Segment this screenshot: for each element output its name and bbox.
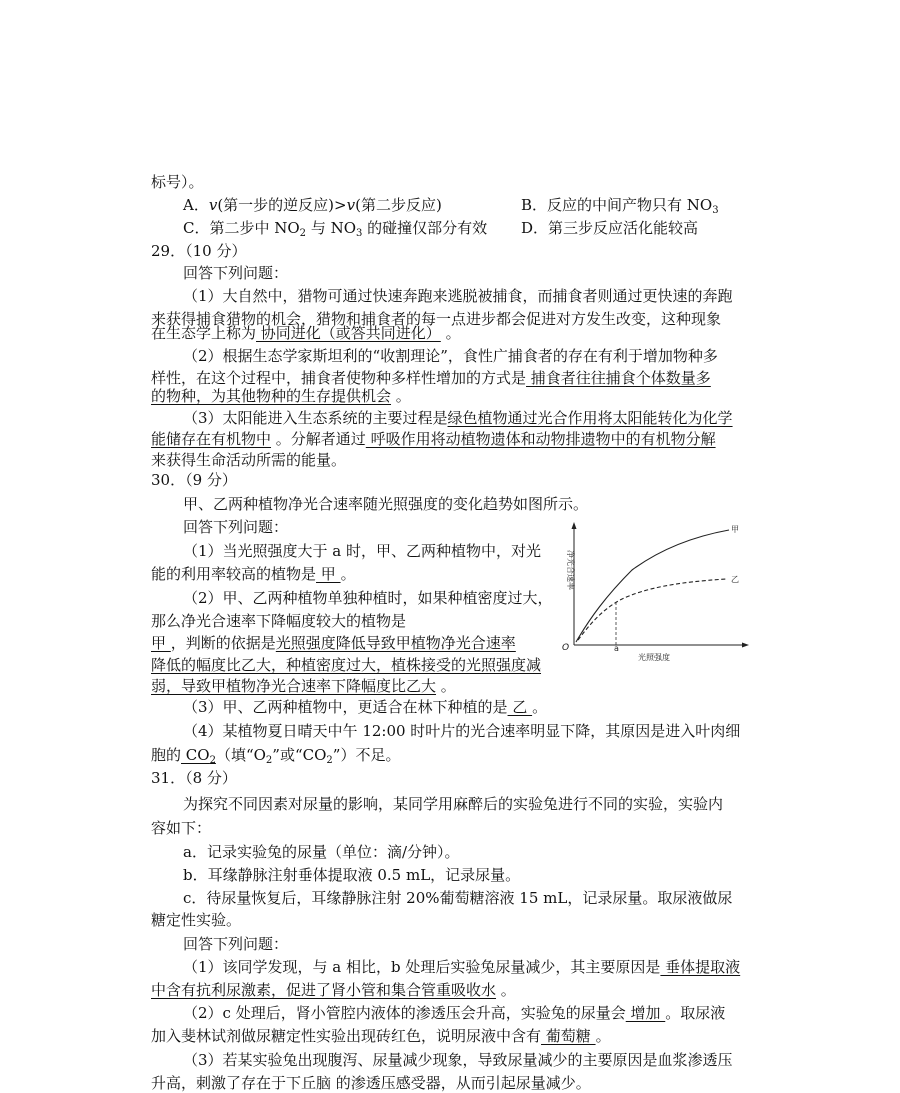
- answer-blank: 甲: [151, 634, 171, 652]
- answer-line: 在生态学上称为 协同进化（或答共同进化） 。: [151, 324, 461, 342]
- answer-line: 的物种，为其他物种的生存提供机会 。: [151, 387, 411, 405]
- text-line: 来获得捕食猎物的机会，猎物和捕食者的每一点进步都会促进对方发生改变，这种现象: [151, 310, 722, 328]
- option-d: D．第三步反应活化能较高: [521, 219, 699, 237]
- answer-blank: 绿色植物通过光合作用将太阳能转化为化学: [447, 409, 733, 427]
- text-line: 那么净光合速率下降幅度较大的植物是: [151, 612, 407, 630]
- answer-blank: $CO_2$: [181, 746, 216, 766]
- option-b: B．反应的中间产物只有 $NO_3$: [521, 196, 719, 216]
- answer-blank: 乙: [507, 698, 533, 716]
- origin-label: O: [562, 643, 570, 653]
- answer-blank: 协同进化（或答共同进化）: [256, 324, 441, 342]
- answer-line: [151, 655, 541, 675]
- text-line: （3）若某实验兔出现腹泻、尿量减少现象，导致尿量减少的主要原因是血浆渗透压: [183, 1051, 733, 1069]
- option-c: C．第二步中 $NO_2$ 与 $NO_3$ 的碰撞仅部分有效: [183, 219, 488, 239]
- text-line: （1）大自然中，猎物可通过快速奔跑来逃脱被捕食，而捕食者则通过更快速的奔跑: [183, 287, 733, 305]
- answer-line: 弱，导致甲植物净光合速率下降幅度比乙大 。: [151, 677, 456, 695]
- question-31-header: 31．（8 分）: [151, 769, 237, 787]
- text-line: （2）根据生态学家斯坦利的“收割理论”，食性广捕食者的存在有利于增加物种多: [183, 347, 718, 365]
- curve-yi-label: 乙: [731, 575, 739, 584]
- text-line: a．记录实验兔的尿量（单位：滴/分钟）。: [183, 843, 460, 861]
- question-30-header: 30．（9 分）: [151, 471, 237, 489]
- answer-line: （3）太阳能进入生态系统的主要过程是绿色植物通过光合作用将太阳能转化为化学: [183, 409, 733, 427]
- answer-blank: 捕食者往往捕食个体数量多: [526, 369, 711, 387]
- text-line: 为探究不同因素对尿量的影响，某同学用麻醉后的实验兔进行不同的实验，实验内: [183, 795, 724, 813]
- text-line: c．待尿量恢复后，耳缘静脉注射 20%葡萄糖溶液 15 mL，记录尿量。取尿液做尿: [183, 889, 733, 907]
- text-line: b．耳缘静脉注射垂体提取液 0.5 mL，记录尿量。: [183, 866, 521, 884]
- answer-line: （2）c 处理后，肾小管腔内液体的渗透压会升高，实验兔的尿量会 增加 。取尿液: [183, 1004, 726, 1022]
- text-line: 甲、乙两种植物净光合速率随光照强度的变化趋势如图所示。: [183, 495, 589, 513]
- answer-blank: 弱，导致甲植物净光合速率下降幅度比乙大: [151, 677, 437, 695]
- text-line: 回答下列问题：: [183, 264, 289, 282]
- answer-blank: 呼吸作用将动植物遗体和动物排遗物中的有机物分解: [365, 430, 716, 448]
- answer-blank: 垂体提取液: [660, 958, 741, 976]
- x-axis-label: 光照强度: [638, 653, 670, 662]
- photosynthesis-figure: [554, 520, 754, 668]
- answer-blank: 增加: [625, 1004, 666, 1022]
- text-line: 容如下：: [151, 819, 212, 837]
- answer-blank: 降低的幅度比乙大，种植密度过大，植株接受的光照强度减: [151, 656, 542, 674]
- answer-blank: 中含有抗利尿激素，促进了肾小管和集合管重吸收水: [151, 981, 497, 999]
- answer-line: （3）甲、乙两种植物中，更适合在林下种植的是 乙 。: [183, 698, 548, 716]
- text-line: 回答下列问题：: [183, 518, 289, 536]
- text-line-cut: 升高，刺激了存在于下丘脑 的渗透压感受器，从而引起尿量减少。: [151, 1074, 591, 1092]
- answer-blank: 光照强度降低导致甲植物净光合速率: [275, 634, 516, 652]
- text-line: 标号）。: [151, 173, 204, 191]
- option-a: A．v(第一步的逆反应)>v(第二步反应): [183, 196, 442, 214]
- y-axis-arrow: [572, 522, 577, 529]
- answer-line: 胞的 $CO_2$（填“$O_2$”或“$CO_2$”）不足。: [151, 746, 401, 766]
- text-line: 回答下列问题：: [183, 935, 289, 953]
- y-axis-label: 净光合速率: [566, 550, 575, 590]
- answer-line: （1）该同学发现，与 a 相比，b 处理后实验兔尿量减少，其主要原因是 垂体提取液: [183, 958, 741, 976]
- curve-jia-label: 甲: [731, 525, 739, 534]
- x-axis-arrow: [742, 643, 749, 648]
- answer-blank: 葡萄糖: [541, 1027, 596, 1045]
- text-line: （2）甲、乙两种植物单独种植时，如果种植密度过大，: [183, 589, 553, 607]
- question-29-header: 29．（10 分）: [151, 242, 247, 260]
- text-line: （1）当光照强度大于 a 时，甲、乙两种植物中，对光: [183, 542, 542, 560]
- a-tick-label: a: [614, 644, 619, 653]
- text-line: （4）某植物夏日晴天中午 12:00 时叶片的光合速率明显下降，其原因是进入叶肉细: [183, 722, 741, 740]
- answer-line: 样性，在这个过程中，捕食者使物种多样性增加的方式是 捕食者往往捕食个体数量多: [151, 369, 711, 387]
- answer-line: 能的利用率较高的植物是 甲 。: [151, 565, 356, 583]
- answer-blank: 的物种，为其他物种的生存提供机会: [151, 387, 392, 405]
- answer-line: 加入斐林试剂做尿糖定性实验出现砖红色，说明尿液中含有 葡萄糖 。: [151, 1027, 611, 1045]
- answer-line: 甲 ，判断的依据是光照强度降低导致甲植物净光合速率: [151, 634, 516, 652]
- text-line: 来获得生命活动所需的能量。: [151, 451, 347, 469]
- curve-yi: [578, 579, 726, 640]
- answer-blank: 能储存在有机物中: [151, 430, 272, 448]
- answer-line: 中含有抗利尿激素，促进了肾小管和集合管重吸收水 。: [151, 981, 516, 999]
- answer-blank: 甲: [316, 565, 341, 583]
- answer-line: 能储存在有机物中 。分解者通过 呼吸作用将动植物遗体和动物排遗物中的有机物分解: [151, 430, 716, 448]
- text-line: 糖定性实验。: [151, 911, 242, 929]
- curve-jia: [576, 530, 729, 642]
